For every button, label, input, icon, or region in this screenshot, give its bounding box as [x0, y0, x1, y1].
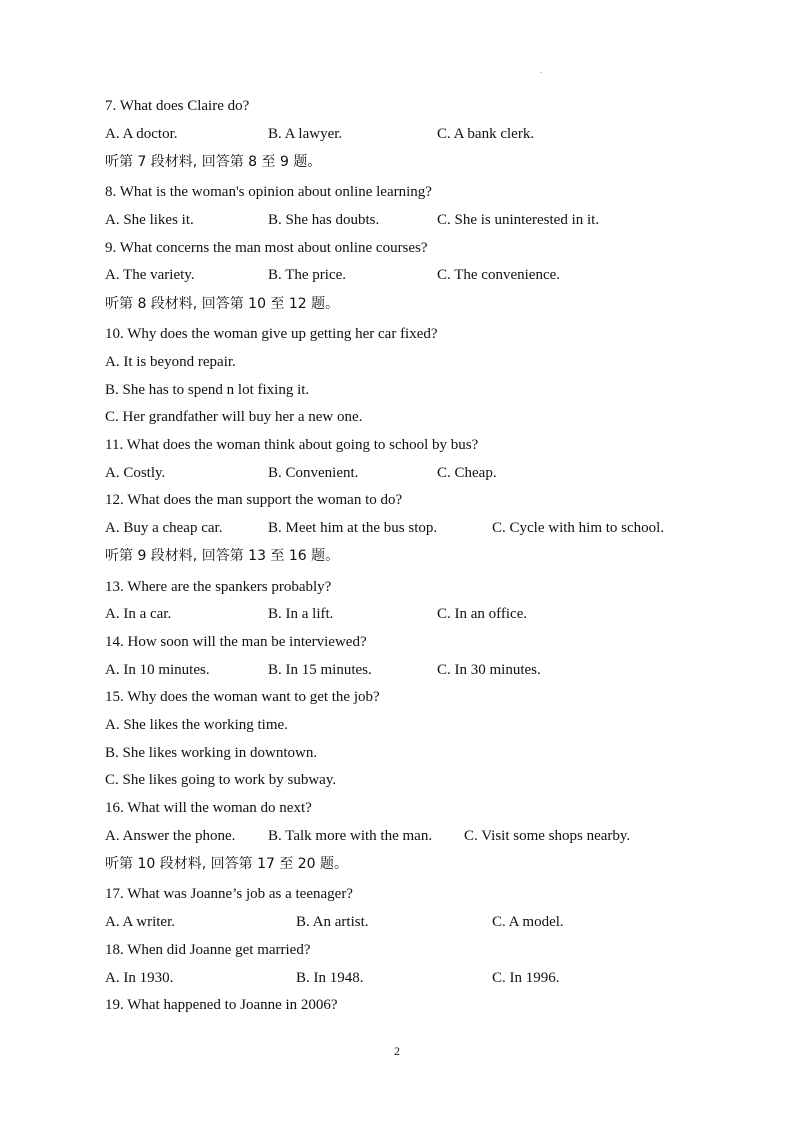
question-15: 15. Why does the woman want to get the job? — [105, 689, 380, 705]
q15-option-c: C. She likes going to work by subway. — [105, 772, 337, 788]
q9-option-a: A. The variety. — [105, 267, 195, 283]
q14-option-c: C. In 30 minutes. — [437, 662, 541, 678]
q7-option-a: A. A doctor. — [105, 126, 178, 142]
q14-option-b: B. In 15 minutes. — [268, 662, 372, 678]
page-number: 2 — [394, 1044, 400, 1058]
q11-option-b: B. Convenient. — [268, 465, 359, 481]
question-12: 12. What does the man support the woman to do? — [105, 492, 403, 508]
q7-option-c: C. A bank clerk. — [437, 126, 535, 142]
q18-option-b: B. In 1948. — [296, 970, 364, 986]
q13-option-a: A. In a car. — [105, 606, 172, 622]
question-19: 19. What happened to Joanne in 2006? — [105, 997, 338, 1013]
q17-option-b: B. An artist. — [296, 914, 369, 930]
q9-option-b: B. The price. — [268, 267, 347, 283]
q15-option-a: A. She likes the working time. — [105, 717, 288, 733]
question-11: 11. What does the woman think about going to school by bus? — [105, 437, 479, 453]
section-9-instruction: 听第 9 段材料, 回答第 13 至 16 题。 — [105, 548, 340, 564]
question-14: 14. How soon will the man be interviewed? — [105, 634, 367, 650]
question-18: 18. When did Joanne get married? — [105, 942, 311, 958]
q10-option-b: B. She has to spend n lot fixing it. — [105, 382, 310, 398]
q16-option-b: B. Talk more with the man. — [268, 828, 433, 844]
q18-option-c: C. In 1996. — [492, 970, 560, 986]
q10-option-c: C. Her grandfather will buy her a new one. — [105, 409, 363, 425]
q12-option-a: A. Buy a cheap car. — [105, 520, 223, 536]
section-8-instruction: 听第 8 段材料, 回答第 10 至 12 题。 — [105, 296, 340, 312]
q8-option-c: C. She is uninterested in it. — [437, 212, 600, 228]
q10-option-a: A. It is beyond repair. — [105, 354, 236, 370]
q7-option-b: B. A lawyer. — [268, 126, 343, 142]
q11-option-c: C. Cheap. — [437, 465, 497, 481]
section-7-instruction: 听第 7 段材料, 回答第 8 至 9 题。 — [105, 154, 322, 170]
question-8: 8. What is the woman's opinion about online learning? — [105, 184, 432, 200]
q12-option-c: C. Cycle with him to school. — [492, 520, 665, 536]
question-7: 7. What does Claire do? — [105, 98, 250, 114]
section-10-instruction: 听第 10 段材料, 回答第 17 至 20 题。 — [105, 856, 349, 872]
q8-option-b: B. She has doubts. — [268, 212, 380, 228]
q17-option-c: C. A model. — [492, 914, 564, 930]
q17-option-a: A. A writer. — [105, 914, 175, 930]
header-dot: . — [540, 66, 542, 75]
q16-option-c: C. Visit some shops nearby. — [464, 828, 631, 844]
question-9: 9. What concerns the man most about online courses? — [105, 240, 428, 256]
q8-option-a: A. She likes it. — [105, 212, 194, 228]
q18-option-a: A. In 1930. — [105, 970, 174, 986]
q11-option-a: A. Costly. — [105, 465, 166, 481]
q12-option-b: B. Meet him at the bus stop. — [268, 520, 438, 536]
question-13: 13. Where are the spankers probably? — [105, 579, 332, 595]
q13-option-b: B. In a lift. — [268, 606, 334, 622]
q15-option-b: B. She likes working in downtown. — [105, 745, 318, 761]
q13-option-c: C. In an office. — [437, 606, 528, 622]
q14-option-a: A. In 10 minutes. — [105, 662, 210, 678]
question-10: 10. Why does the woman give up getting her car fixed? — [105, 326, 438, 342]
question-17: 17. What was Joanne’s job as a teenager? — [105, 886, 353, 902]
question-16: 16. What will the woman do next? — [105, 800, 312, 816]
q9-option-c: C. The convenience. — [437, 267, 561, 283]
q16-option-a: A. Answer the phone. — [105, 828, 236, 844]
